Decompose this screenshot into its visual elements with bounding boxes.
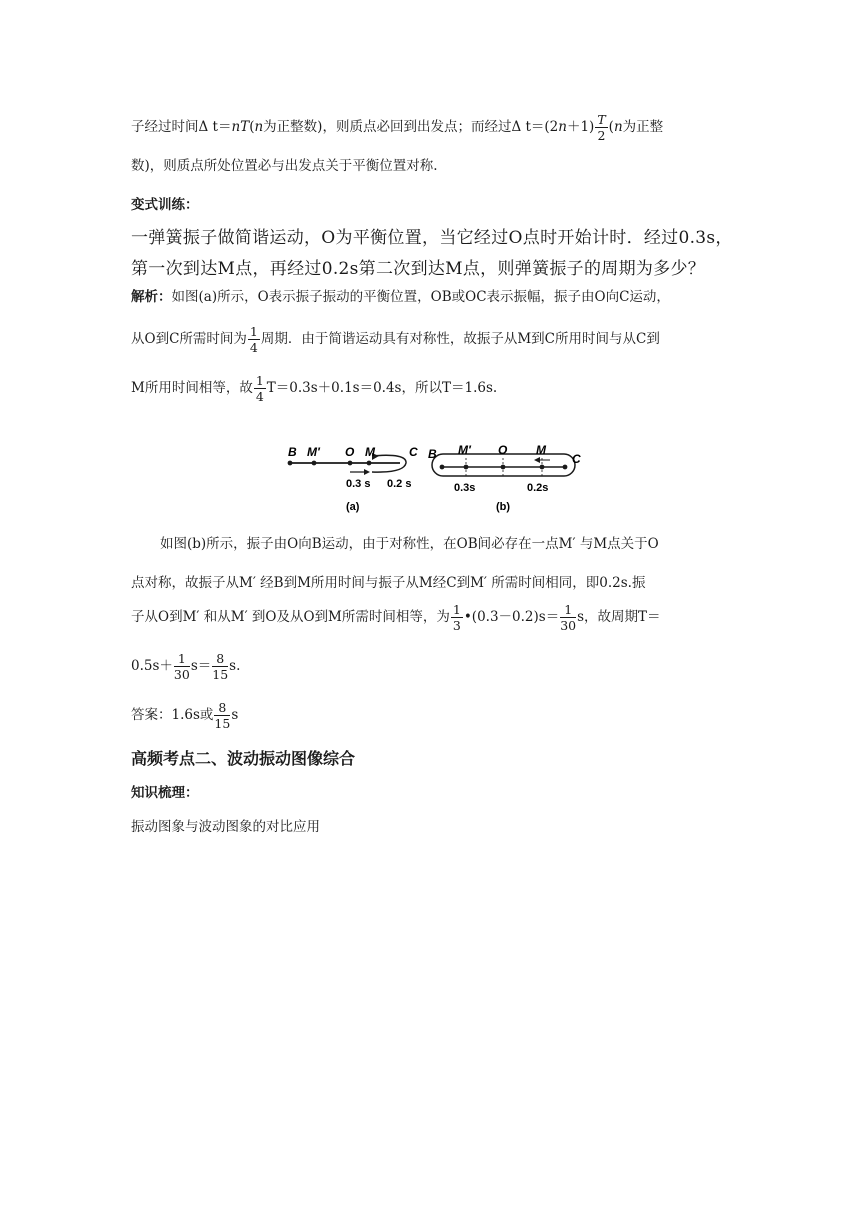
analysis2-line-1: 如图(b)所示，振子由O向B运动，由于对称性，在OB间必存在一点M′ 与M点关于O (160, 536, 659, 552)
answer-line: 答案：1.6s或 $\frac{8}{15}$ s (131, 700, 239, 731)
diagram-b (428, 443, 581, 513)
fraction-1-30: $\frac{1}{30}$ (173, 651, 190, 682)
point-m (540, 465, 545, 470)
knowledge-text: 振动图象与波动图象的对比应用 (131, 819, 320, 835)
label-b: B (428, 447, 437, 461)
analysis-line-3: M所用时间相等，故 $\frac{1}{4}$ T＝0.3s＋0.1s＝0.4s，所以T＝1.6s. (131, 373, 498, 404)
variant-heading: 变式训练： (131, 197, 199, 213)
label-m: M (365, 445, 375, 459)
label-c: C (409, 445, 418, 459)
point-c (563, 465, 568, 470)
fraction-8-15: $\frac{8}{15}$ (212, 651, 229, 682)
fraction-1-30: $\frac{1}{30}$ (560, 602, 577, 633)
label-m-prime: M′ (307, 445, 320, 459)
analysis-label: 解析： (131, 289, 172, 305)
point-m (367, 461, 372, 466)
fraction-t-over-2: $\frac{T}{2}$ (597, 112, 606, 143)
label-o: O (345, 445, 355, 459)
oscillation-diagram (280, 440, 590, 520)
intro-line-1: 子经过时间Δ t＝nT(n为正整数)，则质点必回到出发点；而经过Δ t＝(2n＋1) $\frac{T}{2}$ (n为正整 (131, 112, 664, 143)
fraction-8-15: $\frac{8}{15}$ (214, 700, 231, 731)
knowledge-heading: 知识梳理： (131, 785, 199, 801)
analysis-line-1: 解析：如图(a)所示，O表示振子振动的平衡位置，OB或OC表示振幅，振子由O向C运动， (131, 289, 670, 305)
intro-line-2: 数)，则质点所处位置必与出发点关于平衡位置对称. (131, 158, 438, 174)
label-b: B (288, 445, 297, 459)
label-time-1: 0.3s (454, 482, 476, 494)
arrow-head-bottom (364, 469, 370, 475)
label-time-2: 0.2 s (387, 478, 412, 490)
arrow-head (534, 457, 540, 463)
point-m-prime (312, 461, 317, 466)
label-time-2: 0.2s (527, 482, 549, 494)
diagram-a (288, 445, 418, 513)
point-b (288, 461, 293, 466)
fraction-1-3: $\frac{1}{3}$ (452, 602, 461, 633)
section-heading: 高频考点二、波动振动图像综合 (131, 749, 356, 768)
point-o (348, 461, 353, 466)
problem-line-1: 一弹簧振子做简谐运动，O为平衡位置，当它经过O点时开始计时．经过0.3s， (131, 228, 733, 248)
analysis2-line-2: 点对称，故振子从M′ 经B到M所用时间与振子从M经C到M′ 所需时间相同，即0.2s.振 (131, 575, 646, 591)
fraction-1-4: $\frac{1}{4}$ (249, 324, 258, 355)
fraction-1-4: $\frac{1}{4}$ (255, 373, 264, 404)
label-o: O (498, 443, 508, 457)
label-m-prime: M′ (458, 443, 471, 457)
analysis2-line-4: 0.5s＋ $\frac{1}{30}$ s＝ $\frac{8}{15}$ s. (131, 651, 241, 682)
caption-b: (b) (496, 501, 511, 513)
label-c: C (572, 452, 581, 466)
label-time-1: 0.3 s (346, 478, 371, 490)
analysis2-line-3: 子从O到M′ 和从M′ 到O及从O到M所需时间相等，为 $\frac{1}{3}$ •(0.3－0.2)s＝ $\frac{1}{30}$ s，故周期T＝ (131, 602, 661, 633)
point-o (501, 465, 506, 470)
label-m: M (536, 443, 546, 457)
caption-a: (a) (346, 501, 360, 513)
point-b (440, 465, 445, 470)
problem-line-2: 第一次到达M点，再经过0.2s第二次到达M点，则弹簧振子的周期为多少？ (131, 259, 706, 279)
point-m-prime (464, 465, 469, 470)
analysis-line-2: 从O到C所需时间为 $\frac{1}{4}$ 周期．由于简谐运动具有对称性，故振子从M到C所用时间与从C到 (131, 324, 660, 355)
